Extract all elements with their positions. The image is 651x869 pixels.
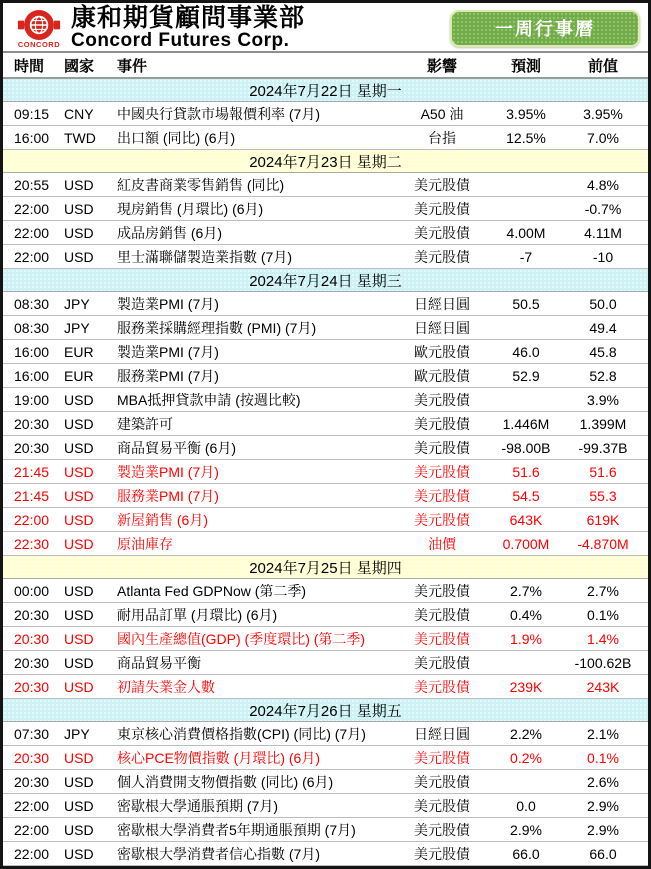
cell-country: CNY (64, 105, 94, 122)
day-date: 2024年7月26日 星期五 (249, 702, 402, 720)
cell-country: USD (64, 821, 94, 838)
event-row (3, 292, 648, 316)
cell-impact: 歐元股債 (414, 367, 470, 384)
event-row (3, 197, 648, 221)
cell-event: 製造業PMI (7月) (117, 295, 219, 312)
cell-time: 07:30 (14, 725, 50, 742)
cell-country: USD (64, 749, 94, 766)
cell-time: 22:00 (14, 224, 50, 241)
cell-impact: 美元股債 (414, 773, 470, 790)
col-header-previous: 前值 (587, 57, 618, 75)
brand-mark: CONCORD (17, 39, 61, 49)
cell-impact: 美元股債 (414, 415, 470, 432)
cell-event: 服務業PMI (7月) (117, 487, 219, 504)
cell-time: 22:00 (14, 200, 50, 217)
cell-previous: 4.11M (584, 224, 622, 241)
cell-event: 建築許可 (117, 415, 173, 432)
cell-time: 20:30 (14, 415, 50, 432)
cell-forecast: 0.2% (510, 749, 542, 766)
cell-previous: 4.8% (587, 176, 619, 193)
event-row (3, 412, 648, 436)
cell-event: 中國央行貸款市場報價利率 (7月) (117, 105, 320, 122)
cell-event: Atlanta Fed GDPNow (第二季) (117, 582, 307, 599)
cell-event: 耐用品訂單 (月環比) (6月) (117, 606, 278, 623)
cell-time: 22:30 (14, 535, 50, 552)
event-row (3, 316, 648, 340)
cell-country: USD (64, 535, 94, 552)
cell-time: 08:30 (14, 319, 50, 336)
cell-previous: -0.7% (584, 200, 622, 217)
company-logo (13, 8, 65, 49)
cell-country: USD (64, 391, 94, 408)
event-row (3, 221, 648, 245)
cell-country: USD (64, 176, 94, 193)
cell-impact: 日經日圓 (414, 725, 470, 742)
cell-country: EUR (64, 367, 94, 384)
event-row (3, 173, 648, 197)
cell-previous: 49.4 (589, 319, 617, 336)
cell-previous: 0.1% (587, 749, 619, 766)
cell-impact: 美元股債 (414, 630, 470, 647)
event-row (3, 675, 648, 699)
cell-impact: 美元股債 (414, 439, 470, 456)
cell-time: 22:00 (14, 821, 50, 838)
cell-time: 16:00 (14, 129, 50, 146)
company-title-en: Concord Futures Corp. (71, 30, 290, 52)
cell-previous: -4.870M (577, 535, 629, 552)
cell-forecast: 50.5 (512, 295, 540, 312)
cell-country: USD (64, 773, 94, 790)
cell-event: MBA抵押貸款申請 (按週比較) (117, 391, 301, 408)
event-row (3, 579, 648, 603)
cell-forecast: 1.9% (510, 630, 542, 647)
cell-event: 核心PCE物價指數 (月環比) (6月) (117, 749, 320, 766)
cell-previous: 2.6% (587, 773, 619, 790)
cell-event: 東京核心消費價格指數(CPI) (同比) (7月) (117, 725, 366, 742)
cell-event: 商品貿易平衡 (117, 654, 201, 671)
table-column-header (3, 53, 648, 79)
cell-time: 19:00 (14, 391, 50, 408)
cell-event: 里士滿聯儲製造業指數 (7月) (117, 248, 292, 265)
cell-forecast: 51.6 (512, 463, 540, 480)
cell-event: 服務業PMI (7月) (117, 367, 219, 384)
day-header-row (3, 269, 648, 292)
cell-country: USD (64, 678, 94, 695)
event-row (3, 770, 648, 794)
day-date: 2024年7月22日 星期一 (249, 82, 402, 100)
day-date: 2024年7月23日 星期二 (249, 153, 402, 171)
cell-time: 20:30 (14, 606, 50, 623)
cell-forecast: 0.700M (502, 535, 550, 552)
cell-event: 密歇根大學消費者信心指數 (7月) (117, 845, 320, 862)
event-row (3, 102, 648, 126)
event-row (3, 794, 648, 818)
cell-previous: 45.8 (589, 343, 617, 360)
col-header-forecast: 預測 (510, 57, 541, 75)
cell-previous: 3.9% (587, 391, 619, 408)
cell-impact: 美元股債 (414, 463, 470, 480)
cell-impact: 美元股債 (414, 224, 470, 241)
cell-time: 20:30 (14, 654, 50, 671)
cell-country: USD (64, 630, 94, 647)
cell-time: 20:30 (14, 678, 50, 695)
cell-country: USD (64, 439, 94, 456)
cell-event: 紅皮書商業零售銷售 (同比) (117, 176, 285, 193)
cell-event: 密歇根大學消費者5年期通脹預期 (7月) (117, 821, 356, 838)
cell-impact: 美元股債 (414, 248, 470, 265)
company-title-zh: 康和期貨顧問事業部 (71, 3, 306, 32)
cell-forecast: -7 (519, 248, 533, 265)
cell-impact: 美元股債 (414, 654, 470, 671)
cell-previous: 55.3 (589, 487, 617, 504)
cell-event: 原油庫存 (117, 535, 173, 552)
cell-country: USD (64, 463, 94, 480)
cell-event: 製造業PMI (7月) (117, 343, 219, 360)
cell-forecast: 3.95% (506, 105, 546, 122)
cell-previous: 2.1% (587, 725, 619, 742)
cell-time: 20:30 (14, 773, 50, 790)
day-header-row (3, 699, 648, 722)
concord-globe-icon (17, 8, 61, 42)
event-row (3, 508, 648, 532)
event-row (3, 818, 648, 842)
cell-impact: 油價 (428, 535, 456, 552)
event-row (3, 627, 648, 651)
cell-impact: 美元股債 (414, 511, 470, 528)
event-row (3, 484, 648, 508)
event-row (3, 436, 648, 460)
cell-time: 08:30 (14, 295, 50, 312)
cell-impact: 美元股債 (414, 582, 470, 599)
cell-impact: 美元股債 (414, 749, 470, 766)
cell-previous: 7.0% (587, 129, 619, 146)
col-header-impact: 影響 (426, 57, 457, 75)
cell-event: 製造業PMI (7月) (117, 463, 219, 480)
cell-event: 初請失業金人數 (117, 678, 215, 695)
cell-time: 20:55 (14, 176, 50, 193)
event-row (3, 746, 648, 770)
cell-time: 20:30 (14, 439, 50, 456)
cell-previous: 52.8 (589, 367, 617, 384)
col-header-country: 國家 (64, 57, 95, 75)
cell-event: 國內生產總值(GDP) (季度環比) (第二季) (117, 630, 366, 647)
cell-time: 00:00 (14, 582, 50, 599)
cell-country: USD (64, 200, 94, 217)
cell-country: USD (64, 224, 94, 241)
cell-event: 新屋銷售 (6月) (117, 511, 208, 528)
cell-country: USD (64, 487, 94, 504)
cell-forecast: 1.446M (502, 415, 550, 432)
event-row (3, 603, 648, 627)
cell-country: USD (64, 415, 94, 432)
cell-previous: -10 (592, 248, 614, 265)
cell-previous: 50.0 (589, 295, 617, 312)
cell-previous: 51.6 (589, 463, 617, 480)
cell-country: JPY (64, 725, 90, 742)
brand-header (3, 3, 648, 53)
cell-impact: 歐元股債 (414, 343, 470, 360)
event-row (3, 364, 648, 388)
cell-event: 服務業採購經理指數 (PMI) (7月) (117, 319, 317, 336)
cell-country: EUR (64, 343, 94, 360)
event-row (3, 245, 648, 269)
col-header-event: 事件 (117, 57, 148, 75)
cell-time: 21:45 (14, 463, 50, 480)
cell-forecast: 2.2% (510, 725, 542, 742)
cell-event: 出口額 (同比) (6月) (117, 129, 236, 146)
cell-country: USD (64, 845, 94, 862)
cell-event: 個人消費開支物價指數 (同比) (6月) (117, 773, 334, 790)
event-row (3, 842, 648, 866)
cell-event: 密歇根大學通脹預期 (7月) (117, 797, 278, 814)
day-header-row (3, 150, 648, 173)
cell-previous: -99.37B (578, 439, 628, 456)
cell-time: 09:15 (14, 105, 50, 122)
event-row (3, 651, 648, 675)
event-row (3, 532, 648, 556)
cell-time: 20:30 (14, 749, 50, 766)
cell-forecast: 54.5 (512, 487, 540, 504)
event-row (3, 126, 648, 150)
cell-forecast: 2.9% (510, 821, 542, 838)
cell-impact: 美元股債 (414, 200, 470, 217)
cell-time: 22:00 (14, 797, 50, 814)
cell-previous: 2.9% (587, 797, 619, 814)
cell-time: 22:00 (14, 845, 50, 862)
cell-time: 20:30 (14, 630, 50, 647)
cell-forecast: 12.5% (506, 129, 546, 146)
cell-country: USD (64, 797, 94, 814)
cell-time: 16:00 (14, 367, 50, 384)
cell-impact: 日經日圓 (414, 319, 470, 336)
cell-time: 21:45 (14, 487, 50, 504)
cell-previous: -100.62B (574, 654, 632, 671)
cell-previous: 1.399M (579, 415, 627, 432)
event-row (3, 460, 648, 484)
cell-previous: 3.95% (583, 105, 623, 122)
cell-event: 成品房銷售 (6月) (117, 224, 222, 241)
day-date: 2024年7月25日 星期四 (249, 559, 402, 577)
cell-impact: 美元股債 (414, 606, 470, 623)
cell-country: USD (64, 248, 94, 265)
cell-previous: 619K (586, 511, 620, 528)
cell-time: 22:00 (14, 248, 50, 265)
cell-event: 現房銷售 (月環比) (6月) (117, 200, 264, 217)
cell-country: USD (64, 606, 94, 623)
event-row (3, 340, 648, 364)
cell-previous: 243K (586, 678, 620, 695)
cell-event: 商品貿易平衡 (6月) (117, 439, 236, 456)
cell-previous: 66.0 (589, 845, 617, 862)
cell-forecast: 0.0 (516, 797, 536, 814)
day-date: 2024年7月24日 星期三 (249, 272, 402, 290)
cell-forecast: -98.00B (501, 439, 551, 456)
cell-forecast: 52.9 (512, 367, 540, 384)
cell-previous: 0.1% (587, 606, 619, 623)
cell-previous: 1.4% (587, 630, 619, 647)
cell-impact: 日經日圓 (414, 295, 470, 312)
cell-country: TWD (64, 129, 96, 146)
cell-impact: 美元股債 (414, 845, 470, 862)
day-header-row (3, 556, 648, 579)
cell-time: 16:00 (14, 343, 50, 360)
day-header-row (3, 79, 648, 102)
cell-country: JPY (64, 295, 90, 312)
cell-country: USD (64, 582, 94, 599)
cell-previous: 2.9% (587, 821, 619, 838)
cell-impact: 美元股債 (414, 797, 470, 814)
cell-forecast: 0.4% (510, 606, 542, 623)
weekly-calendar-button[interactable]: 一周行事曆 (450, 10, 640, 47)
cell-forecast: 2.7% (510, 582, 542, 599)
cell-time: 22:00 (14, 511, 50, 528)
cell-country: JPY (64, 319, 90, 336)
cell-impact: 美元股債 (414, 176, 470, 193)
cell-forecast: 4.00M (506, 224, 546, 241)
col-header-time: 時間 (14, 57, 45, 75)
brand-titles (71, 3, 306, 52)
cell-forecast: 66.0 (512, 845, 540, 862)
calendar-body (3, 79, 648, 866)
event-row (3, 722, 648, 746)
cell-forecast: 46.0 (512, 343, 540, 360)
cell-impact: 美元股債 (414, 487, 470, 504)
cell-impact: 台指 (428, 129, 456, 146)
cell-country: USD (64, 511, 94, 528)
cell-impact: 美元股債 (414, 821, 470, 838)
cell-impact: 美元股債 (414, 678, 470, 695)
cell-forecast: 643K (509, 511, 543, 528)
event-row (3, 388, 648, 412)
cell-impact: A50 油 (420, 105, 464, 122)
cell-impact: 美元股債 (414, 391, 470, 408)
cell-previous: 2.7% (587, 582, 619, 599)
cell-forecast: 239K (509, 678, 543, 695)
cell-country: USD (64, 654, 94, 671)
